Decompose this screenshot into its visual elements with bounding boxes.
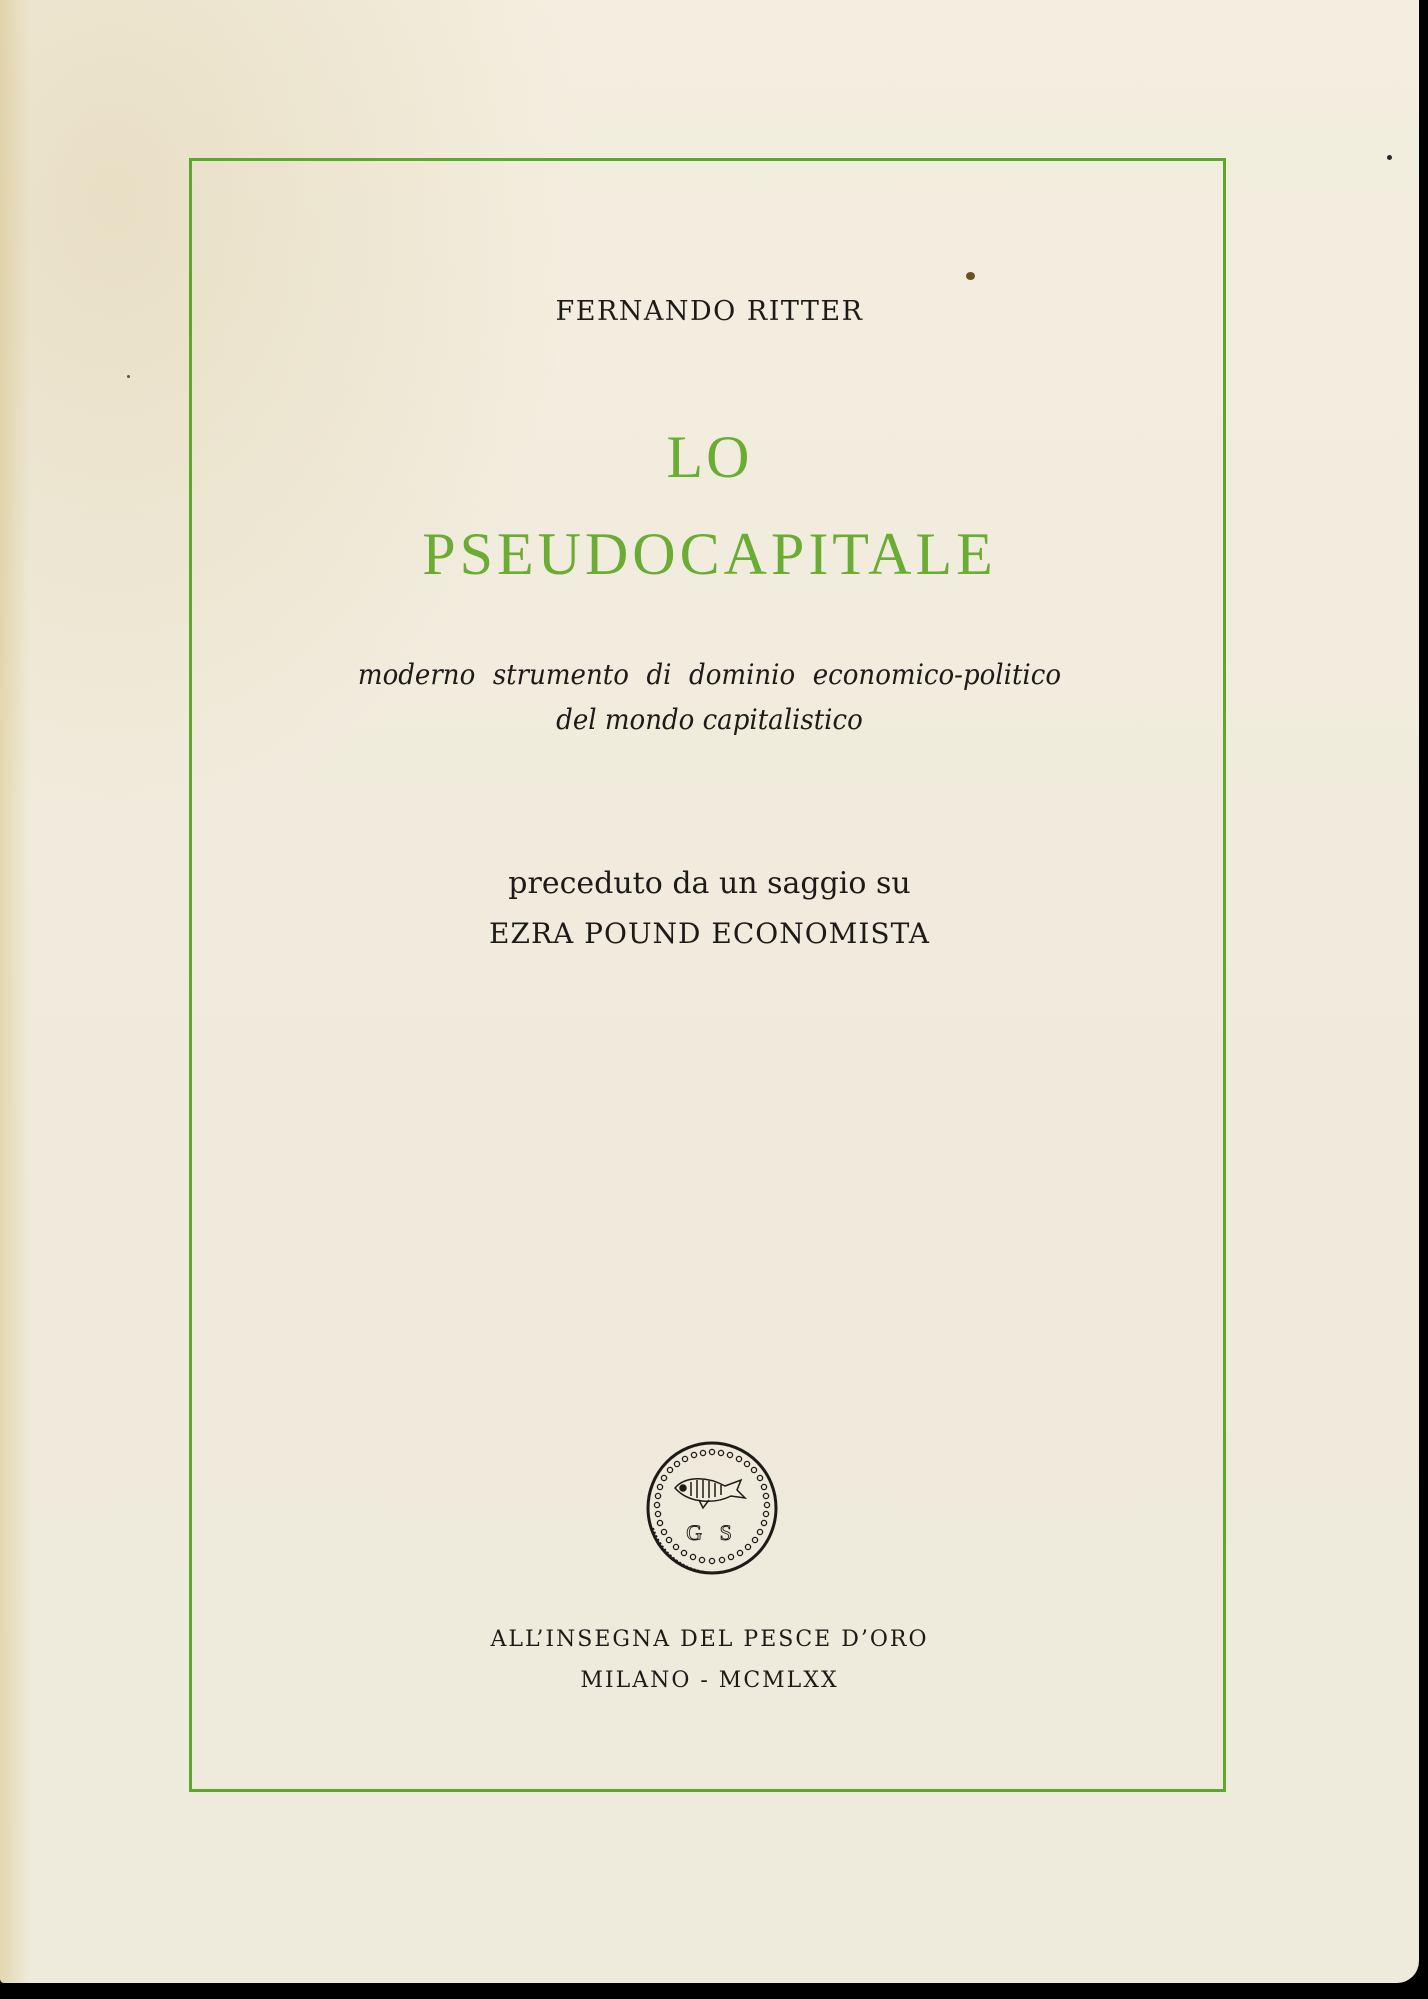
publisher-name: ALL’INSEGNA DEL PESCE D’ORO bbox=[490, 1627, 929, 1652]
subtitle-line-2: del mondo capitalistico bbox=[556, 703, 863, 736]
paper-speck bbox=[127, 375, 130, 378]
paper-speck bbox=[1387, 155, 1392, 160]
preface-line-2: EZRA POUND ECONOMISTA bbox=[489, 917, 930, 950]
svg-text:G S: G S bbox=[686, 1520, 738, 1545]
publisher-place-date: MILANO - MCMLXX bbox=[580, 1668, 839, 1693]
author-name: FERNANDO RITTER bbox=[555, 296, 864, 327]
title-line-2: PSEUDOCAPITALE bbox=[422, 521, 997, 587]
subtitle-line-1: moderno strumento di dominio economico-politico bbox=[357, 658, 1062, 691]
fish-coin-emblem-icon bbox=[645, 1440, 779, 1576]
preface-line-1: preceduto da un saggio su bbox=[508, 866, 911, 901]
paper-stain bbox=[966, 272, 975, 280]
title-line-1: LO bbox=[666, 424, 753, 490]
